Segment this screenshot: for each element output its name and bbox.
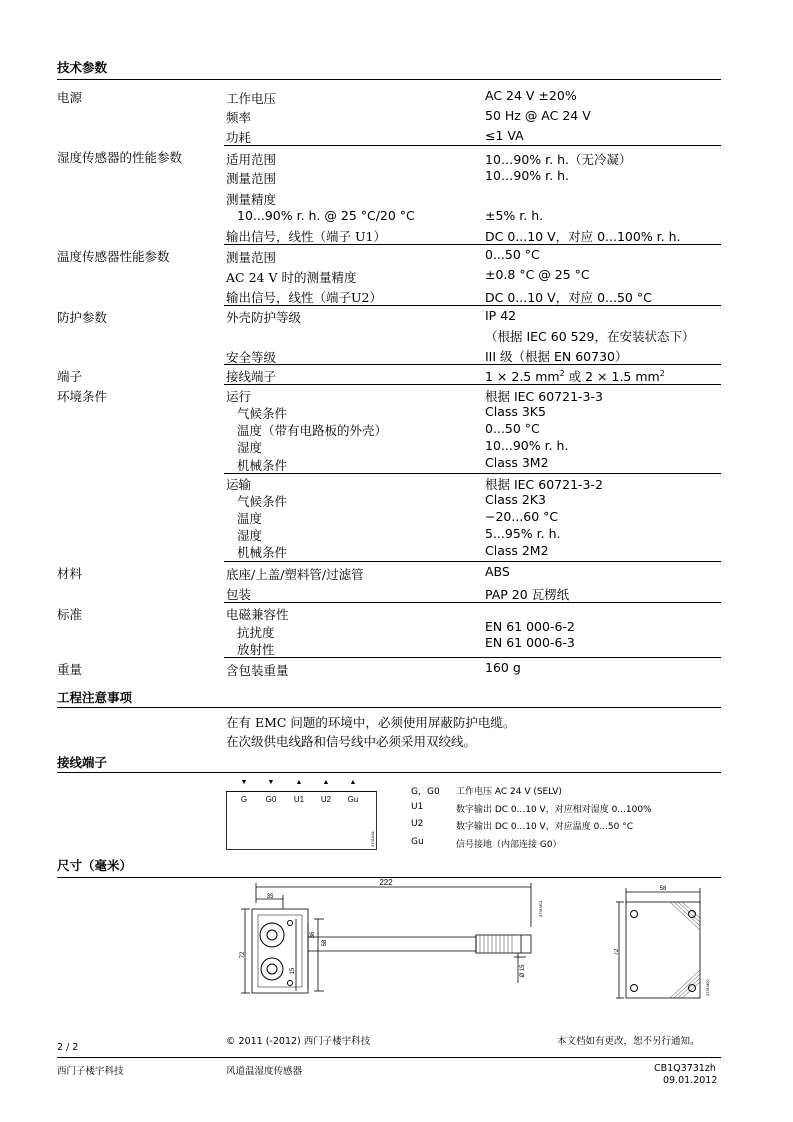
param-value: 根据 IEC 60721-3-2 bbox=[485, 477, 603, 492]
drawing-code: 3731M02 bbox=[705, 979, 710, 996]
param-value: 160 g bbox=[485, 660, 521, 675]
row-divider bbox=[224, 244, 721, 245]
param-key: 输出信号，线性（端子 U1） bbox=[226, 229, 386, 244]
legend-term: U2 bbox=[411, 819, 424, 829]
param-value: Class 3M2 bbox=[485, 455, 549, 470]
param-value: IP 42 bbox=[485, 308, 517, 323]
param-key: 含包装重量 bbox=[226, 663, 289, 678]
row-divider bbox=[224, 602, 721, 603]
param-key: 底座/上盖/塑料管/过滤管 bbox=[226, 567, 364, 582]
param-key: 输出信号，线性（端子U2） bbox=[226, 290, 382, 305]
dim-35: 35 bbox=[266, 894, 274, 900]
legend-desc: 信号接地（内部连接 G0） bbox=[456, 840, 562, 850]
section-title-dimensions: 尺寸（毫米） bbox=[57, 858, 133, 873]
dim-36: 36 bbox=[310, 931, 316, 939]
note-line: 在有 EMC 问题的环境中，必须使用屏蔽防护电缆。 bbox=[226, 715, 516, 730]
environment-label: 环境条件 bbox=[57, 389, 108, 404]
param-key: 气候条件 bbox=[237, 406, 288, 421]
param-value: （根据 IEC 60 529，在安装状态下） bbox=[485, 329, 695, 344]
param-value: III 级（根据 EN 60730） bbox=[485, 349, 628, 364]
param-value: 10…90% r. h.（无冷凝） bbox=[485, 152, 632, 167]
param-value: ±0.8 °C @ 25 °C bbox=[485, 267, 590, 282]
param-value: 根据 IEC 60721-3-3 bbox=[485, 389, 603, 404]
standards-label: 标准 bbox=[57, 607, 83, 622]
temperature-label: 温度传感器性能参数 bbox=[57, 249, 170, 264]
section-title-tech: 技术参数 bbox=[57, 60, 108, 75]
param-value: DC 0...10 V，对应 0...100% r. h. bbox=[485, 229, 681, 244]
param-key: 测量范围 bbox=[226, 250, 277, 265]
copyright: © 2011 (-2012) 西门子楼宇科技 bbox=[226, 1036, 371, 1047]
protection-label: 防护参数 bbox=[57, 310, 108, 325]
legend-desc: 数字输出 DC 0...10 V，对应相对湿度 0...100% bbox=[456, 805, 652, 815]
wiring-diagram bbox=[226, 775, 378, 851]
dim-58: 58 bbox=[322, 939, 328, 947]
param-key: 电磁兼容性 bbox=[226, 607, 289, 622]
legend-desc: 数字输出 DC 0...10 V，对应温度 0...50 °C bbox=[456, 822, 633, 832]
footer-product: 风道温湿度传感器 bbox=[226, 1066, 303, 1077]
terminal-arrow: ▼ bbox=[267, 779, 275, 786]
param-key: 工作电压 bbox=[226, 91, 277, 106]
dim-side-58: 58 bbox=[659, 886, 667, 892]
legend-desc: 工作电压 AC 24 V (SELV) bbox=[456, 787, 562, 797]
legend-term: Gu bbox=[411, 837, 424, 847]
change-notice: 本文档如有更改，恕不另行通知。 bbox=[557, 1036, 700, 1047]
terminal-arrow: ▲ bbox=[349, 779, 357, 786]
param-value: 0...50 °C bbox=[485, 247, 540, 262]
param-key: 湿度 bbox=[237, 528, 263, 543]
terminal-arrow: ▲ bbox=[295, 779, 303, 786]
param-key: 气候条件 bbox=[237, 494, 288, 509]
param-value: 5...95% r. h. bbox=[485, 526, 561, 541]
param-key: 接线端子 bbox=[226, 369, 277, 384]
param-value: PAP 20 瓦楞纸 bbox=[485, 587, 570, 602]
terminal-arrow: ▼ bbox=[240, 779, 248, 786]
param-key: 包装 bbox=[226, 587, 252, 602]
param-key: 温度（带有电路板的外壳） bbox=[237, 423, 388, 438]
terminal-label: U2 bbox=[320, 795, 332, 804]
param-value: DC 0...10 V，对应 0...50 °C bbox=[485, 290, 652, 305]
row-divider bbox=[224, 384, 721, 385]
dim-side-72: 72 bbox=[614, 948, 620, 956]
section-rule bbox=[57, 79, 721, 80]
param-key: 频率 bbox=[226, 110, 252, 125]
diagram-code: 3731A01 bbox=[370, 830, 375, 847]
drawing-code: 3731M01 bbox=[538, 900, 543, 917]
footer-company: 西门子楼宇科技 bbox=[57, 1066, 124, 1077]
row-divider bbox=[224, 473, 721, 474]
dim-15: 15 bbox=[290, 967, 296, 975]
param-key: 测量范围 bbox=[226, 171, 277, 186]
param-key: 温度 bbox=[237, 511, 263, 526]
terminals-label: 端子 bbox=[57, 369, 83, 384]
section-rule bbox=[57, 772, 721, 773]
param-value: ≤1 VA bbox=[485, 128, 524, 143]
footer-rule bbox=[57, 1057, 721, 1058]
param-key: 机械条件 bbox=[237, 545, 288, 560]
row-divider bbox=[224, 657, 721, 658]
param-key: AC 24 V 时的测量精度 bbox=[226, 270, 357, 285]
param-key: 外壳防护等级 bbox=[226, 310, 302, 325]
param-value: 10...90% r. h. bbox=[485, 438, 569, 453]
dimension-drawing-side bbox=[614, 884, 714, 1002]
dim-phi: Ø 15 bbox=[520, 964, 526, 978]
param-value: ABS bbox=[485, 564, 510, 579]
param-key: 10...90% r. h. @ 25 °C/20 °C bbox=[237, 208, 415, 223]
param-key: 适用范围 bbox=[226, 152, 277, 167]
power-label: 电源 bbox=[57, 90, 83, 105]
param-value: 1 × 2.5 $mm^2$ 或 2 × 1.5 $mm^2$ bbox=[485, 368, 665, 384]
doc-date: 09.01.2012 bbox=[663, 1075, 718, 1086]
param-key: 运输 bbox=[226, 477, 252, 492]
param-key: 放射性 bbox=[237, 642, 275, 657]
terminal-label: Gu bbox=[347, 795, 359, 804]
terminal-label: G bbox=[240, 795, 248, 804]
param-key: 功耗 bbox=[226, 130, 252, 145]
param-key: 抗扰度 bbox=[237, 625, 275, 640]
param-value: EN 61 000-6-3 bbox=[485, 635, 575, 650]
param-value: 0...50 °C bbox=[485, 421, 540, 436]
param-value: Class 2M2 bbox=[485, 543, 549, 558]
row-divider bbox=[224, 364, 721, 365]
param-key: 湿度 bbox=[237, 440, 263, 455]
section-title-engineering: 工程注意事项 bbox=[57, 690, 133, 705]
param-key: 安全等级 bbox=[226, 350, 277, 365]
legend-term: U1 bbox=[411, 802, 424, 812]
legend-term: G，G0 bbox=[411, 787, 440, 797]
section-title-wiring: 接线端子 bbox=[57, 755, 108, 770]
doc-number: CB1Q3731zh bbox=[654, 1063, 716, 1074]
param-value: Class 2K3 bbox=[485, 492, 546, 507]
terminal-label: U1 bbox=[293, 795, 305, 804]
param-value: EN 61 000-6-2 bbox=[485, 619, 575, 634]
param-value: AC 24 V ±20% bbox=[485, 88, 577, 103]
terminal-label: G0 bbox=[265, 795, 277, 804]
param-key: 机械条件 bbox=[237, 458, 288, 473]
param-key: 测量精度 bbox=[226, 192, 277, 207]
dim-222: 222 bbox=[379, 879, 393, 887]
material-label: 材料 bbox=[57, 566, 83, 581]
section-rule bbox=[57, 877, 721, 878]
param-value: ±5% r. h. bbox=[485, 208, 544, 223]
param-value: −20...60 °C bbox=[485, 509, 559, 524]
param-value: 10…90% r. h. bbox=[485, 168, 569, 183]
dimension-drawing-front bbox=[236, 879, 546, 999]
section-rule bbox=[57, 707, 721, 708]
humidity-label: 湿度传感器的性能参数 bbox=[57, 150, 183, 165]
param-key: 运行 bbox=[226, 389, 252, 404]
row-divider bbox=[224, 145, 721, 146]
note-line: 在次级供电线路和信号线中必须采用双绞线。 bbox=[226, 734, 477, 749]
page-number: 2 / 2 bbox=[57, 1042, 79, 1053]
dim-72: 72 bbox=[240, 951, 246, 959]
weight-label: 重量 bbox=[57, 662, 83, 677]
terminal-arrow: ▲ bbox=[322, 779, 330, 786]
row-divider bbox=[224, 305, 721, 306]
param-value: Class 3K5 bbox=[485, 404, 546, 419]
row-divider bbox=[224, 561, 721, 562]
param-value: 50 Hz @ AC 24 V bbox=[485, 108, 591, 123]
